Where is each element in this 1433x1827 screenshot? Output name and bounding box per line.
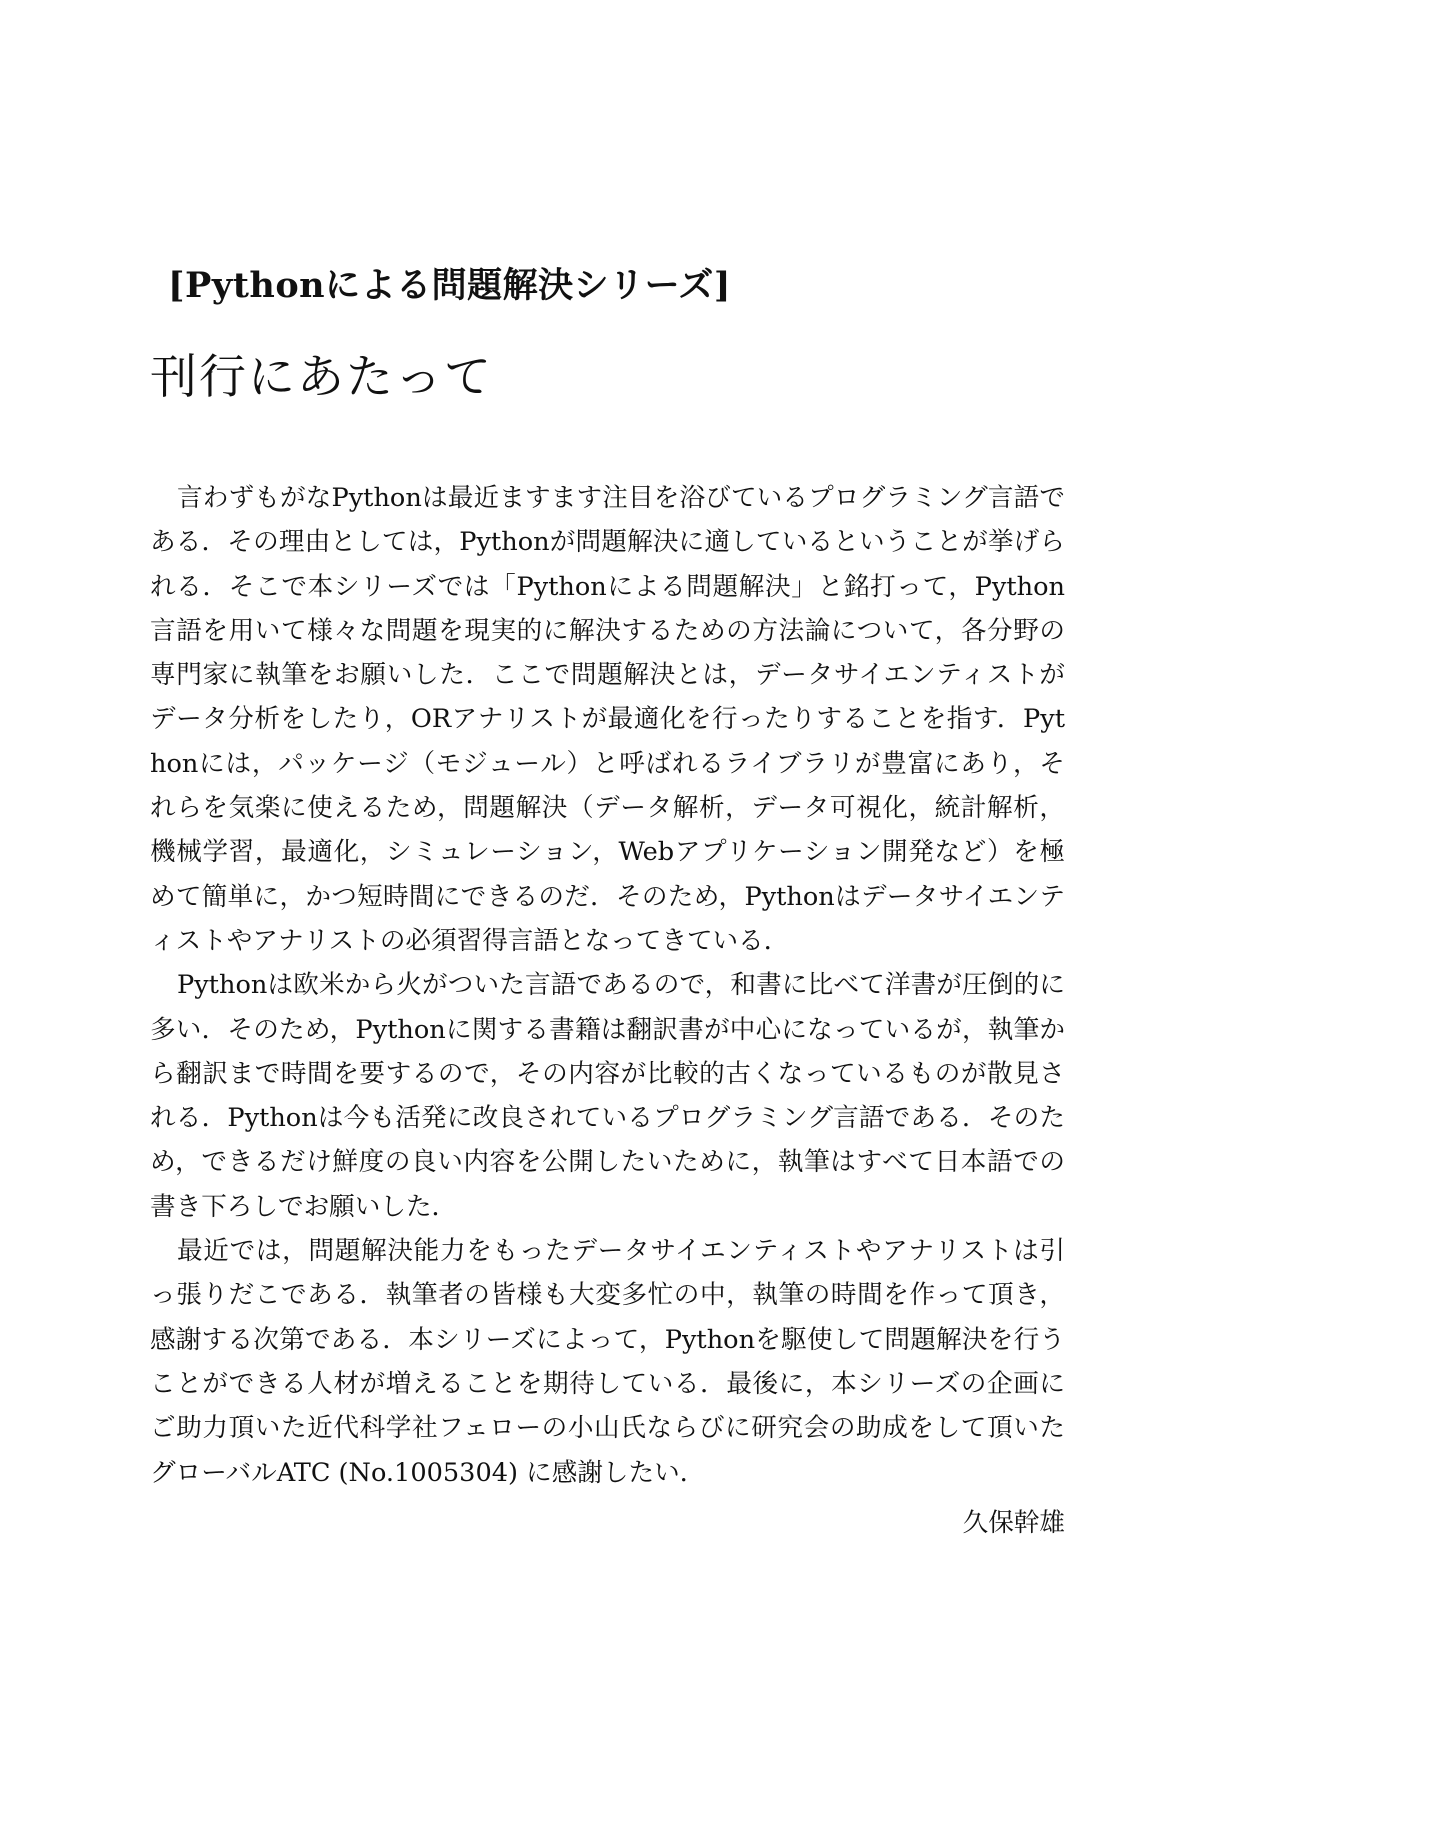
paragraph-3: 最近では，問題解決能力をもったデータサイエンティストやアナリストは引っ張りだこである．執筆者の皆様も大変多忙の中，執筆の時間を作って頂き，感謝する次第である．本シリーズによって，Pythonを駆使して問題解決を行うことができる人材が増えることを期待している．最後に，本シリーズの企画にご助力頂いた近代科学社フェローの小山氏ならびに研究会の助成をして頂いたグローバルATC (No.1005304) に感謝したい． — [150, 1236, 1065, 1488]
paragraph-1: 言わずもがなPythonは最近ますます注目を浴びているプログラミング言語である．その理由としては，Pythonが問題解決に適しているということが挙げられる．そこで本シリーズでは「Pythonによる問題解決」と銘打って，Python言語を用いて様々な問題を現実的に解決するための方法論について，各分野の専門家に執筆をお願いした．ここで問題解決とは，データサイエンティストがデータ分析をしたり，ORアナリストが最適化を行ったりすることを指す．Pythonには，パッケージ（モジュール）と呼ばれるライブラリが豊富にあり，それらを気楽に使えるため，問題解決（データ解析，データ可視化，統計解析，機械学習，最適化，シミュレーション，Webアプリケーション開発など）を極めて簡単に，かつ短時間にできるのだ．そのため，Pythonはデータサイエンティストやアナリストの必須習得言語となってきている． — [150, 483, 1065, 956]
series-title: [Pythonによる問題解決シリーズ] — [168, 265, 731, 306]
body-text — [150, 476, 1065, 1545]
chapter-title: 刊行にあたって — [150, 350, 493, 405]
paragraph-2: Pythonは欧米から火がついた言語であるので，和書に比べて洋書が圧倒的に多い．そのため，Pythonに関する書籍は翻訳書が中心になっているが，執筆から翻訳まで時間を要するので，その内容が比較的古くなっているものが散見される．Pythonは今も活発に改良されているプログラミング言語である．そのため，できるだけ鮮度の良い内容を公開したいために，執筆はすべて日本語での書き下ろしでお願いした． — [150, 970, 1065, 1222]
author-signature: 久保幹雄 — [962, 1507, 1065, 1538]
